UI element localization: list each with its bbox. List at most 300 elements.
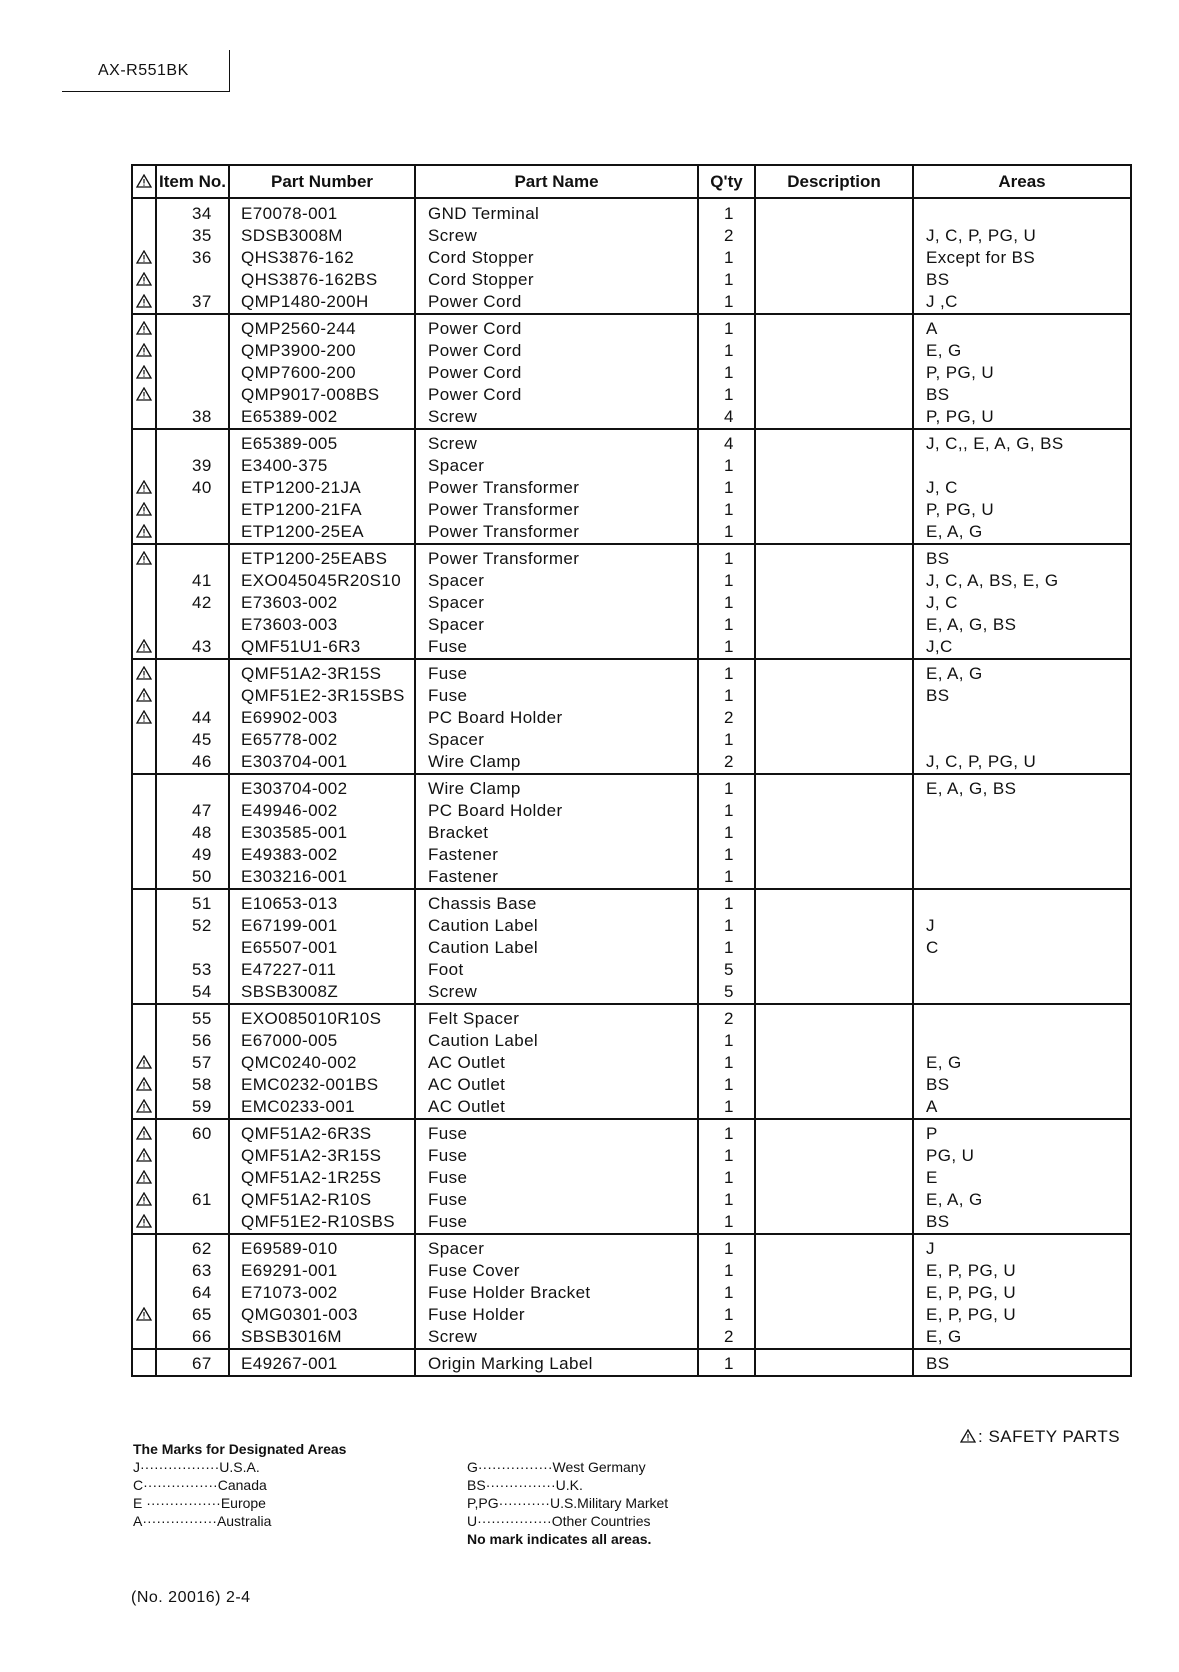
pn-value: QMG0301-003	[241, 1305, 358, 1324]
description-value	[756, 1211, 912, 1233]
part-number-cell	[229, 1004, 415, 1119]
areas-cell	[913, 659, 1131, 774]
part-name-cell	[415, 198, 698, 314]
qty-value: 4	[724, 434, 734, 453]
parts-group-row	[132, 198, 1131, 314]
area-mark-area: Europe	[220, 1495, 266, 1511]
warning-triangle-icon	[136, 688, 152, 702]
parts-group-row	[132, 544, 1131, 659]
areas-value: J, C	[926, 593, 958, 612]
safety-mark	[133, 959, 155, 981]
qty-value: 1	[724, 204, 734, 223]
name-value: Spacer	[428, 593, 485, 612]
part-number-cell	[229, 314, 415, 429]
name-value: Spacer	[428, 571, 485, 590]
qty-value: 1	[724, 478, 734, 497]
pn-value: E47227-011	[241, 960, 337, 979]
description-value	[756, 477, 912, 499]
item-value	[157, 318, 228, 340]
name-value: Screw	[428, 1327, 478, 1346]
qty-cell	[698, 1349, 755, 1376]
parts-group-row	[132, 1004, 1131, 1119]
warning-triangle-icon	[136, 1099, 152, 1113]
pn-value: QMF51A2-3R15S	[241, 664, 382, 683]
name-value: Fuse	[428, 1168, 468, 1187]
part-name-cell	[415, 1234, 698, 1349]
name-value: Power Transformer	[428, 500, 580, 519]
areas-value: J ,C	[926, 292, 958, 311]
areas-value: P, PG, U	[926, 363, 995, 382]
item-no-cell	[156, 1004, 229, 1119]
areas-value	[914, 866, 1130, 888]
parts-group-row	[132, 314, 1131, 429]
safety-mark	[133, 893, 155, 915]
areas-value: J	[926, 1239, 935, 1258]
parts-group-row	[132, 659, 1131, 774]
description-value	[756, 663, 912, 685]
safety-mark	[133, 406, 155, 428]
part-number-cell	[229, 1349, 415, 1376]
item-value: 40	[192, 478, 212, 497]
safety-mark	[133, 1008, 155, 1030]
qty-value: 1	[724, 664, 734, 683]
pn-value: QMF51A2-R10S	[241, 1190, 372, 1209]
description-cell	[755, 429, 913, 544]
item-no-cell	[156, 1234, 229, 1349]
description-value	[756, 269, 912, 291]
areas-value: P, PG, U	[926, 500, 995, 519]
description-value	[756, 822, 912, 844]
qty-value: 2	[724, 1009, 734, 1028]
area-marks-legend-right	[467, 1458, 668, 1548]
item-value: 59	[192, 1097, 212, 1116]
areas-cell	[913, 1234, 1131, 1349]
item-value: 34	[192, 204, 212, 223]
areas-value	[914, 707, 1130, 729]
item-no-header: Item No.	[156, 165, 229, 198]
part-number-cell	[229, 1234, 415, 1349]
qty-value: 1	[724, 571, 734, 590]
safety-mark	[133, 685, 155, 707]
name-value: Power Cord	[428, 341, 522, 360]
item-value	[157, 269, 228, 291]
safety-mark	[133, 570, 155, 592]
safety-mark	[133, 247, 155, 269]
item-value	[157, 614, 228, 636]
parts-group-row	[132, 1349, 1131, 1376]
areas-value: BS	[926, 1075, 950, 1094]
item-value	[157, 1211, 228, 1233]
item-value	[157, 548, 228, 570]
qty-value: 1	[724, 867, 734, 886]
qty-value: 2	[724, 752, 734, 771]
name-value: Caution Label	[428, 916, 539, 935]
qty-cell	[698, 1004, 755, 1119]
warning-triangle-icon	[136, 1077, 152, 1091]
qty-value: 1	[724, 1239, 734, 1258]
qty-value: 2	[724, 1327, 734, 1346]
safety-mark-cell	[132, 774, 156, 889]
area-mark-code: P,PG	[467, 1495, 499, 1511]
safety-mark	[133, 800, 155, 822]
warning-triangle-icon	[136, 1214, 152, 1228]
areas-value	[914, 893, 1130, 915]
qty-value: 1	[724, 845, 734, 864]
part-number-cell	[229, 198, 415, 314]
warning-triangle-icon	[136, 1307, 152, 1321]
item-value: 38	[192, 407, 212, 426]
pn-value: E303585-001	[241, 823, 348, 842]
qty-cell	[698, 198, 755, 314]
name-value: Foot	[428, 960, 464, 979]
name-value: Bracket	[428, 823, 489, 842]
description-value	[756, 981, 912, 1003]
description-cell	[755, 1234, 913, 1349]
item-value: 60	[192, 1124, 212, 1143]
pn-value: ETP1200-21FA	[241, 500, 363, 519]
description-value	[756, 499, 912, 521]
pn-value: E69589-010	[241, 1239, 338, 1258]
area-mark-code: G	[467, 1459, 478, 1475]
warning-triangle-icon	[136, 1192, 152, 1206]
safety-mark	[133, 915, 155, 937]
area-mark-code: U	[467, 1513, 478, 1529]
safety-mark-cell	[132, 1119, 156, 1234]
warning-triangle-icon	[136, 639, 152, 653]
name-value: Fastener	[428, 867, 499, 886]
safety-mark-cell	[132, 1234, 156, 1349]
warning-triangle-icon	[136, 387, 152, 401]
areas-value: E, A, G	[926, 522, 983, 541]
area-mark-area: Other Countries	[551, 1513, 651, 1529]
name-value: Caution Label	[428, 938, 539, 957]
areas-value: J, C, A, BS, E, G	[926, 571, 1059, 590]
warning-triangle-icon	[136, 710, 152, 724]
name-value: Screw	[428, 407, 478, 426]
qty-value: 1	[724, 1146, 734, 1165]
description-cell	[755, 314, 913, 429]
description-value	[756, 592, 912, 614]
areas-value: E, P, PG, U	[926, 1305, 1017, 1324]
qty-value: 1	[724, 341, 734, 360]
areas-value: E	[926, 1168, 938, 1187]
item-no-cell	[156, 314, 229, 429]
area-mark-entry	[133, 1494, 346, 1512]
qty-value: 2	[724, 708, 734, 727]
safety-mark	[133, 822, 155, 844]
description-value	[756, 844, 912, 866]
qty-value: 1	[724, 1261, 734, 1280]
qty-value: 1	[724, 1354, 734, 1373]
pn-value: EXO085010R10S	[241, 1009, 382, 1028]
pn-value: EMC0233-001	[241, 1097, 356, 1116]
safety-mark	[133, 844, 155, 866]
safety-mark	[133, 1145, 155, 1167]
name-value: Felt Spacer	[428, 1009, 520, 1028]
model-number: AX-R551BK	[98, 62, 189, 79]
safety-mark-cell	[132, 544, 156, 659]
areas-value	[914, 844, 1130, 866]
qty-value: 1	[724, 1053, 734, 1072]
pn-value: E69902-003	[241, 708, 338, 727]
item-value: 48	[192, 823, 212, 842]
name-value: Screw	[428, 434, 478, 453]
safety-mark	[133, 1052, 155, 1074]
description-value	[756, 384, 912, 406]
part-number-cell	[229, 1119, 415, 1234]
qty-value: 1	[724, 549, 734, 568]
qty-value: 1	[724, 385, 734, 404]
item-value: 47	[192, 801, 212, 820]
item-value	[157, 663, 228, 685]
safety-mark-cell	[132, 314, 156, 429]
area-marks-title: The Marks for Designated Areas	[133, 1441, 347, 1457]
qty-cell	[698, 889, 755, 1004]
areas-header: Areas	[913, 165, 1131, 198]
safety-mark	[133, 384, 155, 406]
pn-value: EXO045045R20S10	[241, 571, 402, 590]
part-name-cell	[415, 1004, 698, 1119]
item-no-cell	[156, 774, 229, 889]
name-value: Fuse	[428, 1146, 468, 1165]
area-mark-code: C	[133, 1477, 144, 1493]
safety-mark	[133, 1167, 155, 1189]
warning-triangle-icon	[136, 1055, 152, 1069]
pn-value: E65507-001	[241, 938, 338, 957]
qty-value: 1	[724, 593, 734, 612]
pn-value: QMF51E2-R10SBS	[241, 1212, 395, 1231]
safety-mark	[133, 521, 155, 543]
item-no-cell	[156, 198, 229, 314]
area-mark-code: BS	[467, 1477, 486, 1493]
description-value	[756, 959, 912, 981]
name-value: Cord Stopper	[428, 248, 534, 267]
item-no-cell	[156, 429, 229, 544]
areas-value: BS	[926, 549, 950, 568]
safety-mark	[133, 592, 155, 614]
item-value: 62	[192, 1239, 212, 1258]
name-value: Power Cord	[428, 385, 522, 404]
name-value: Fuse Cover	[428, 1261, 520, 1280]
no-mark-note: No mark indicates all areas.	[467, 1531, 652, 1547]
area-mark-code: J	[133, 1459, 140, 1475]
name-value: Caution Label	[428, 1031, 539, 1050]
safety-mark	[133, 362, 155, 384]
area-mark-entry	[467, 1476, 668, 1494]
description-value	[756, 800, 912, 822]
safety-mark	[133, 1030, 155, 1052]
areas-value: BS	[926, 270, 950, 289]
name-value: Spacer	[428, 730, 485, 749]
item-value	[157, 937, 228, 959]
areas-cell	[913, 1349, 1131, 1376]
pn-value: QMP9017-008BS	[241, 385, 380, 404]
areas-value: E, P, PG, U	[926, 1283, 1017, 1302]
areas-value: E, G	[926, 1327, 962, 1346]
parts-table-body	[132, 198, 1131, 1376]
name-value: PC Board Holder	[428, 708, 563, 727]
part-name-cell	[415, 774, 698, 889]
qty-value: 4	[724, 407, 734, 426]
areas-value: J,C	[926, 637, 953, 656]
areas-value: C	[926, 938, 939, 957]
areas-value: E, G	[926, 1053, 962, 1072]
qty-value: 5	[724, 960, 734, 979]
header-divider-horizontal	[62, 91, 230, 92]
areas-cell	[913, 889, 1131, 1004]
areas-value: E, G	[926, 341, 962, 360]
description-header: Description	[755, 165, 913, 198]
description-value	[756, 406, 912, 428]
part-name-cell	[415, 889, 698, 1004]
qty-cell	[698, 314, 755, 429]
name-value: Fastener	[428, 845, 499, 864]
item-no-cell	[156, 1349, 229, 1376]
areas-cell	[913, 544, 1131, 659]
item-value: 61	[192, 1190, 212, 1209]
name-value: PC Board Holder	[428, 801, 563, 820]
item-value: 42	[192, 593, 212, 612]
name-value: Power Transformer	[428, 478, 580, 497]
qty-value: 1	[724, 637, 734, 656]
qty-value: 1	[724, 779, 734, 798]
item-value: 44	[192, 708, 212, 727]
item-value: 55	[192, 1009, 212, 1028]
pn-value: E73603-003	[241, 615, 338, 634]
pn-value: E10653-013	[241, 894, 338, 913]
item-value: 45	[192, 730, 212, 749]
name-value: Spacer	[428, 1239, 485, 1258]
areas-value	[914, 1030, 1130, 1052]
safety-mark	[133, 548, 155, 570]
qty-value: 5	[724, 982, 734, 1001]
safety-mark	[133, 477, 155, 499]
safety-mark	[133, 729, 155, 751]
description-cell	[755, 889, 913, 1004]
area-mark-entry	[133, 1476, 346, 1494]
area-mark-entry	[467, 1458, 668, 1476]
warning-triangle-icon	[136, 1170, 152, 1184]
pn-value: QHS3876-162	[241, 248, 355, 267]
safety-mark-cell	[132, 1349, 156, 1376]
area-mark-area: U.S.A.	[219, 1459, 260, 1475]
pn-value: E65389-005	[241, 434, 338, 453]
description-value	[756, 1145, 912, 1167]
item-value: 37	[192, 292, 212, 311]
areas-value: J, C	[926, 478, 958, 497]
warning-triangle-icon	[136, 321, 152, 335]
description-value	[756, 915, 912, 937]
area-mark-entry	[133, 1458, 346, 1476]
area-mark-area: Australia	[216, 1513, 272, 1529]
item-value	[157, 384, 228, 406]
description-value	[756, 340, 912, 362]
safety-mark	[133, 291, 155, 313]
part-name-header: Part Name	[415, 165, 698, 198]
item-no-cell	[156, 659, 229, 774]
safety-mark	[133, 1096, 155, 1118]
pn-value: E70078-001	[241, 204, 338, 223]
safety-mark-cell	[132, 659, 156, 774]
item-value: 65	[192, 1305, 212, 1324]
area-mark-dots: ···············	[485, 1477, 556, 1493]
item-value: 66	[192, 1327, 212, 1346]
areas-value	[914, 729, 1130, 751]
qty-value: 1	[724, 894, 734, 913]
qty-value: 1	[724, 522, 734, 541]
part-name-cell	[415, 659, 698, 774]
areas-value: PG, U	[926, 1146, 975, 1165]
item-no-cell	[156, 544, 229, 659]
qty-value: 1	[724, 1097, 734, 1116]
pn-value: QHS3876-162BS	[241, 270, 378, 289]
name-value: Fuse Holder	[428, 1305, 525, 1324]
safety-parts-legend	[960, 1427, 1120, 1447]
qty-value: 1	[724, 823, 734, 842]
safety-mark	[133, 614, 155, 636]
item-value: 64	[192, 1283, 212, 1302]
pn-value: ETP1200-25EA	[241, 522, 364, 541]
pn-value: QMP3900-200	[241, 341, 356, 360]
areas-value: E, A, G, BS	[926, 779, 1017, 798]
area-mark-dots: ················	[477, 1513, 552, 1529]
name-value: Screw	[428, 982, 478, 1001]
pn-value: QMP2560-244	[241, 319, 356, 338]
safety-mark	[133, 636, 155, 658]
safety-mark	[133, 707, 155, 729]
warning-triangle-icon	[136, 1148, 152, 1162]
pn-value: E71073-002	[241, 1283, 338, 1302]
description-value	[756, 866, 912, 888]
areas-value	[914, 959, 1130, 981]
areas-value: BS	[926, 1354, 950, 1373]
description-value	[756, 729, 912, 751]
item-no-cell	[156, 1119, 229, 1234]
name-value: Wire Clamp	[428, 752, 521, 771]
warning-triangle-icon	[136, 250, 152, 264]
pn-value: E303704-001	[241, 752, 348, 771]
table-header-row	[132, 165, 1131, 198]
name-value: Spacer	[428, 456, 485, 475]
pn-value: E49267-001	[241, 1354, 338, 1373]
part-name-cell	[415, 1349, 698, 1376]
description-value	[756, 707, 912, 729]
safety-parts-label: : SAFETY PARTS	[978, 1427, 1121, 1446]
area-mark-code: E	[133, 1495, 143, 1511]
item-value	[157, 362, 228, 384]
item-value: 57	[192, 1053, 212, 1072]
name-value: Wire Clamp	[428, 779, 521, 798]
safety-mark	[133, 499, 155, 521]
parts-list-table	[131, 164, 1132, 1377]
area-mark-dots: ················	[142, 1513, 217, 1529]
warning-triangle-icon	[136, 1126, 152, 1140]
part-number-cell	[229, 429, 415, 544]
item-value	[157, 433, 228, 455]
safety-mark	[133, 1260, 155, 1282]
safety-mark-cell	[132, 429, 156, 544]
safety-mark	[133, 269, 155, 291]
description-value	[756, 548, 912, 570]
areas-cell	[913, 1004, 1131, 1119]
warning-triangle-icon	[136, 551, 152, 565]
description-value	[756, 455, 912, 477]
safety-column-header	[132, 165, 156, 198]
qty-value: 1	[724, 363, 734, 382]
area-mark-dots: ·················	[140, 1459, 220, 1475]
item-value: 46	[192, 752, 212, 771]
qty-value: 1	[724, 938, 734, 957]
